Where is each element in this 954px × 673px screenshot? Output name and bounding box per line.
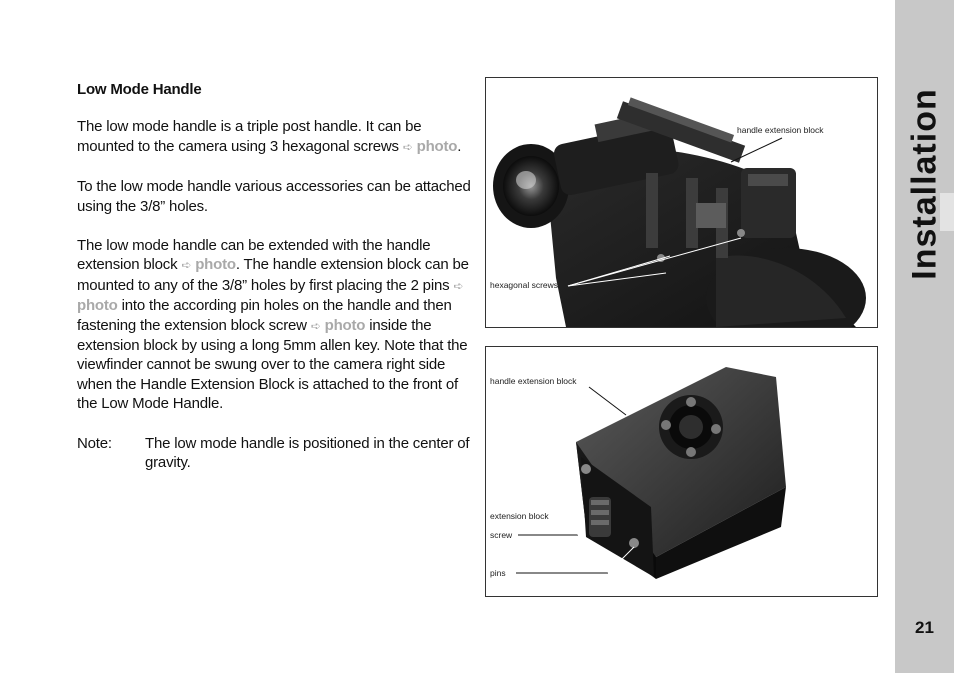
paragraph-3-part-3: into the according pin holes on the handle and then fastening the extension block screw [77,297,452,334]
photo-reference[interactable]: photo [416,137,458,155]
callout-handle-extension-block: handle extension block [737,125,824,135]
figure-handle-extension-block [485,346,878,597]
arrow-right-icon: ➪ [181,258,192,273]
callout-pins: pins [490,568,506,578]
photo-reference[interactable]: photo [195,256,236,274]
callout-extension-block: extension block [490,511,549,521]
body-text [77,80,472,473]
page-number: 21 [915,618,934,637]
paragraph-1 [77,117,472,157]
paragraph-2: To the low mode handle various accessories can be attached using the 3/8” holes. [77,178,471,215]
chapter-title: Installation [905,88,944,280]
figure-low-mode-handle [485,77,878,328]
arrow-right-icon: ➪ [310,318,321,333]
section-heading: Low Mode Handle [77,81,202,98]
callout-handle-extension-block: handle extension block [490,376,577,386]
paragraph-1-text: The low mode handle is a triple post handle. It can be mounted to the camera using 3 hexagonal screws [77,118,422,155]
paragraph-3 [77,236,472,414]
paragraph-3-part-1: The low mode handle can be extended with the handle extension block [77,237,431,274]
arrow-right-icon: ➪ [402,139,413,154]
paragraph-1-end: . [457,137,462,155]
note-text: The low mode handle is positioned in the center of gravity. [145,434,470,472]
paragraph-3-part-2: . The handle extension block can be mounted to any of the 3/8” holes by first placing the 2 pins [77,256,469,294]
note-label: Note: [77,434,112,452]
photo-reference[interactable]: photo [324,316,366,334]
chapter-sidebar [895,0,954,673]
paragraph-3-part-4: inside the extension block by using a long 5mm allen key. Note that the viewfinder cannot be swung over to the camera right side when the Handle Extension Block is attached to the front of the Low Mode Handle. [77,316,468,413]
callout-hexagonal-screws: hexagonal screws [490,280,559,290]
callout-line [589,387,626,415]
photo-reference[interactable]: photo [77,297,118,315]
arrow-right-icon: ➪ [453,278,464,293]
note [77,434,472,473]
callout-screw: screw [490,530,513,540]
